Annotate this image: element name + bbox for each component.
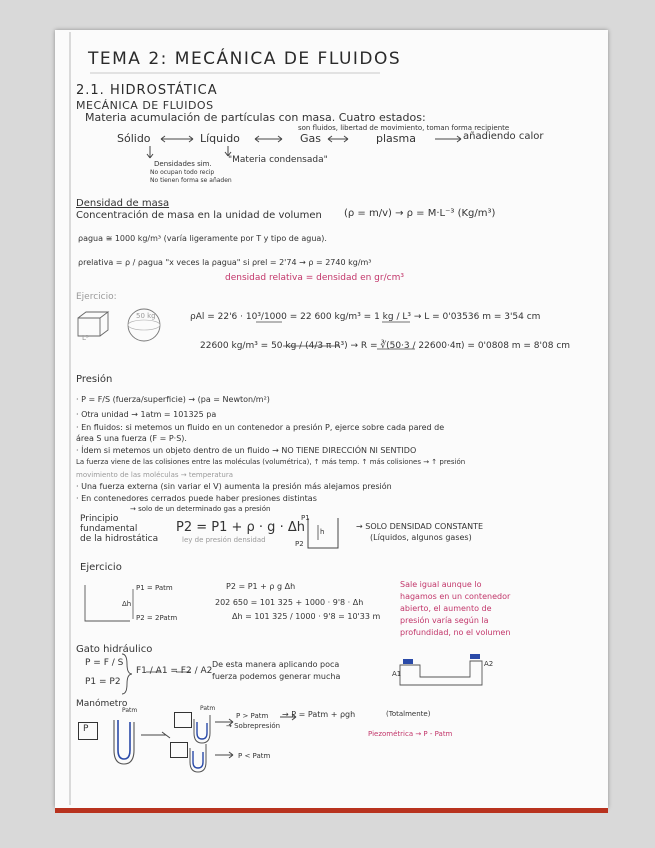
exercise2-dh: Δh	[122, 600, 132, 608]
pressure-box-label: P	[83, 724, 89, 734]
water-density: ρagua ≅ 1000 kg/m³ (varía ligeramente por T y tipo de agua).	[78, 234, 327, 243]
exercise2-p2: P2 = 2Patm	[136, 614, 178, 622]
plasma-note: añadiendo calor	[463, 131, 544, 142]
principle-note-2: (Líquidos, algunos gases)	[370, 533, 472, 542]
pressure-bullet-3: · En fluidos: si metemos un fluido en un contenedor a presión P, ejerce sobre cada pared de	[76, 423, 445, 432]
relative-density: ρrelativa = ρ / ρagua "x veces la ρagua" si ρrel = 2'74 → ρ = 2740 kg/m³	[78, 258, 372, 267]
section-title: 2.1. HIDROSTÁTICA	[76, 83, 218, 98]
densities-note: Densidades sim.	[154, 160, 212, 168]
manometer-greater: P > Patm	[236, 712, 269, 720]
container-p2: P2	[295, 540, 304, 548]
hydraulic-text-2: fuerza podemos generar mucha	[212, 672, 341, 681]
arrow-solid-liquid	[161, 136, 193, 142]
exercise2-eq2: 202 650 = 101 325 + 1000 · 9'8 · Δh	[215, 598, 364, 607]
exercise2-note-3: abierto, el aumento de	[400, 604, 492, 613]
state-gas: Gas	[300, 132, 321, 145]
state-plasma: plasma	[376, 132, 416, 145]
density-heading: Densidad de masa	[76, 198, 170, 209]
principle-sub: ley de presión densidad	[182, 536, 266, 544]
hydraulic-jack-sketch	[400, 661, 482, 685]
exercise2-note-4: presión varía según la	[400, 616, 489, 625]
exercise2-note-1: Sale igual aunque lo	[400, 580, 482, 589]
pressure-bullet-10: → solo de un determinado gas a presión	[130, 505, 271, 513]
container-p1: P1	[301, 514, 310, 522]
hydraulic-a2: A2	[484, 660, 494, 668]
manometer-patm-2: Patm	[200, 705, 216, 712]
manometer-overpressure: → Sobrepresión	[226, 722, 281, 730]
pressure-heading: Presión	[76, 374, 113, 385]
pressure-box-3	[170, 742, 188, 758]
manometer-pink-note: Piezométrica → P - Patm	[368, 730, 453, 738]
arrow-gas-plasma	[328, 136, 348, 142]
cube-sketch	[78, 312, 108, 336]
pressure-box-2	[174, 712, 192, 728]
u-tube-1	[114, 720, 134, 764]
exercise2-note-5: profundidad, no el volumen	[400, 628, 511, 637]
intro-text: Materia acumulación de partículas con masa. Cuatro estados:	[85, 111, 426, 124]
manometer-heading: Manómetro	[76, 699, 128, 709]
exercise2-eq3: Δh = 101 325 / 1000 · 9'8 = 10'33 m	[232, 612, 381, 621]
principle-label-3: de la hidrostática	[80, 534, 159, 544]
pressure-bullet-6: La fuerza viene de las colisiones entre las moléculas (volumétrica), ↑ más temp. ↑ más colisiones → ↑ presión	[76, 458, 466, 466]
arrow-plasma-heat	[435, 136, 461, 142]
principle-formula: P2 = P1 + ρ · g · Δh	[176, 520, 305, 535]
cond-note-2: No tienen forma se añaden	[150, 177, 232, 184]
arrow-liquid-gas	[255, 136, 282, 142]
exercise1-line1: ρAl = 22'6 · 10³/1000 = 22 600 kg/m³ = 1 kg / L³ → L = 0'03536 m = 3'54 cm	[190, 312, 541, 322]
arrow-solid-down	[147, 146, 153, 158]
exercise2-eq1: P2 = P1 + ρ g Δh	[226, 582, 296, 591]
gas-note: son fluidos, libertad de movimiento, toman forma recipiente	[298, 124, 510, 132]
manometer-patm-1: Patm	[122, 707, 138, 714]
exercise2-heading: Ejercicio	[80, 562, 122, 573]
sphere-label: 50 kg	[136, 312, 156, 320]
cube-label: L³	[82, 334, 89, 342]
hydraulic-text-1: De esta manera aplicando poca	[212, 660, 340, 669]
page-title: TEMA 2: MECÁNICA DE FLUIDOS	[88, 49, 402, 69]
container-h: h	[320, 528, 325, 536]
pressure-bullet-5: · Ídem si metemos un objeto dentro de un fluido → NO TIENE DIRECCIÓN NI SENTIDO	[76, 446, 417, 455]
density-definition: Concentración de masa en la unidad de volumen	[76, 210, 322, 221]
pressure-bullet-7: movimiento de las moléculas → temperatura	[76, 471, 234, 479]
condensed-matter: "Materia condensada"	[228, 155, 328, 165]
exercise2-note-2: hagamos en un contenedor	[400, 592, 511, 601]
manometer-arrow	[141, 732, 170, 738]
hydraulic-p-eq: P = F / S	[85, 658, 124, 668]
hydraulic-jack-heading: Gato hidráulico	[76, 644, 153, 655]
exercise1-heading: Ejercicio:	[76, 292, 117, 302]
pressure-bullet-8: · Una fuerza externa (sin variar el V) aumenta la presión más alejamos presión	[76, 482, 392, 491]
principle-note-1: → SOLO DENSIDAD CONSTANTE	[356, 522, 484, 531]
pressure-bullet-4: área S una fuerza (F = P·S).	[76, 434, 187, 443]
density-formula: (ρ = m/v) → ρ = M·L⁻³ (Kg/m³)	[344, 208, 496, 219]
pressure-bullet-1: · P = F/S (fuerza/superficie) → (pa = Newton/m²)	[76, 395, 270, 404]
principle-label-2: fundamental	[80, 524, 138, 534]
cond-note-1: No ocupan todo recip	[150, 169, 215, 176]
hydraulic-a1: A1	[392, 670, 402, 678]
pressure-bullet-2: · Otra unidad → 1atm = 101325 pa	[76, 410, 217, 419]
state-solid: Sólido	[117, 132, 151, 145]
pressure-bullet-9: · En contenedores cerrados puede haber presiones distintas	[76, 494, 317, 503]
hydraulic-f-eq: F1 / A1 = F2 / A2	[136, 666, 213, 676]
hydraulic-p-eq2: P1 = P2	[85, 677, 121, 687]
subsection-title: MECÁNICA DE FLUIDOS	[76, 99, 214, 112]
manometer-result: → P = Patm + ρgh	[282, 710, 356, 719]
manometer-less: P < Patm	[238, 752, 271, 760]
state-liquid: Líquido	[200, 132, 240, 145]
relative-density-note: densidad relativa = densidad en gr/cm³	[225, 273, 404, 283]
manometer-result-note: (Totalmente)	[386, 710, 431, 718]
principle-label-1: Principio	[80, 514, 119, 524]
exercise2-p1: P1 = Patm	[136, 584, 173, 592]
exercise1-line2: 22600 kg/m³ = 50 kg / (4/3 π R³) → R = ∛(50·3 / 22600·4π) = 0'0808 m = 8'08 cm	[200, 341, 571, 351]
